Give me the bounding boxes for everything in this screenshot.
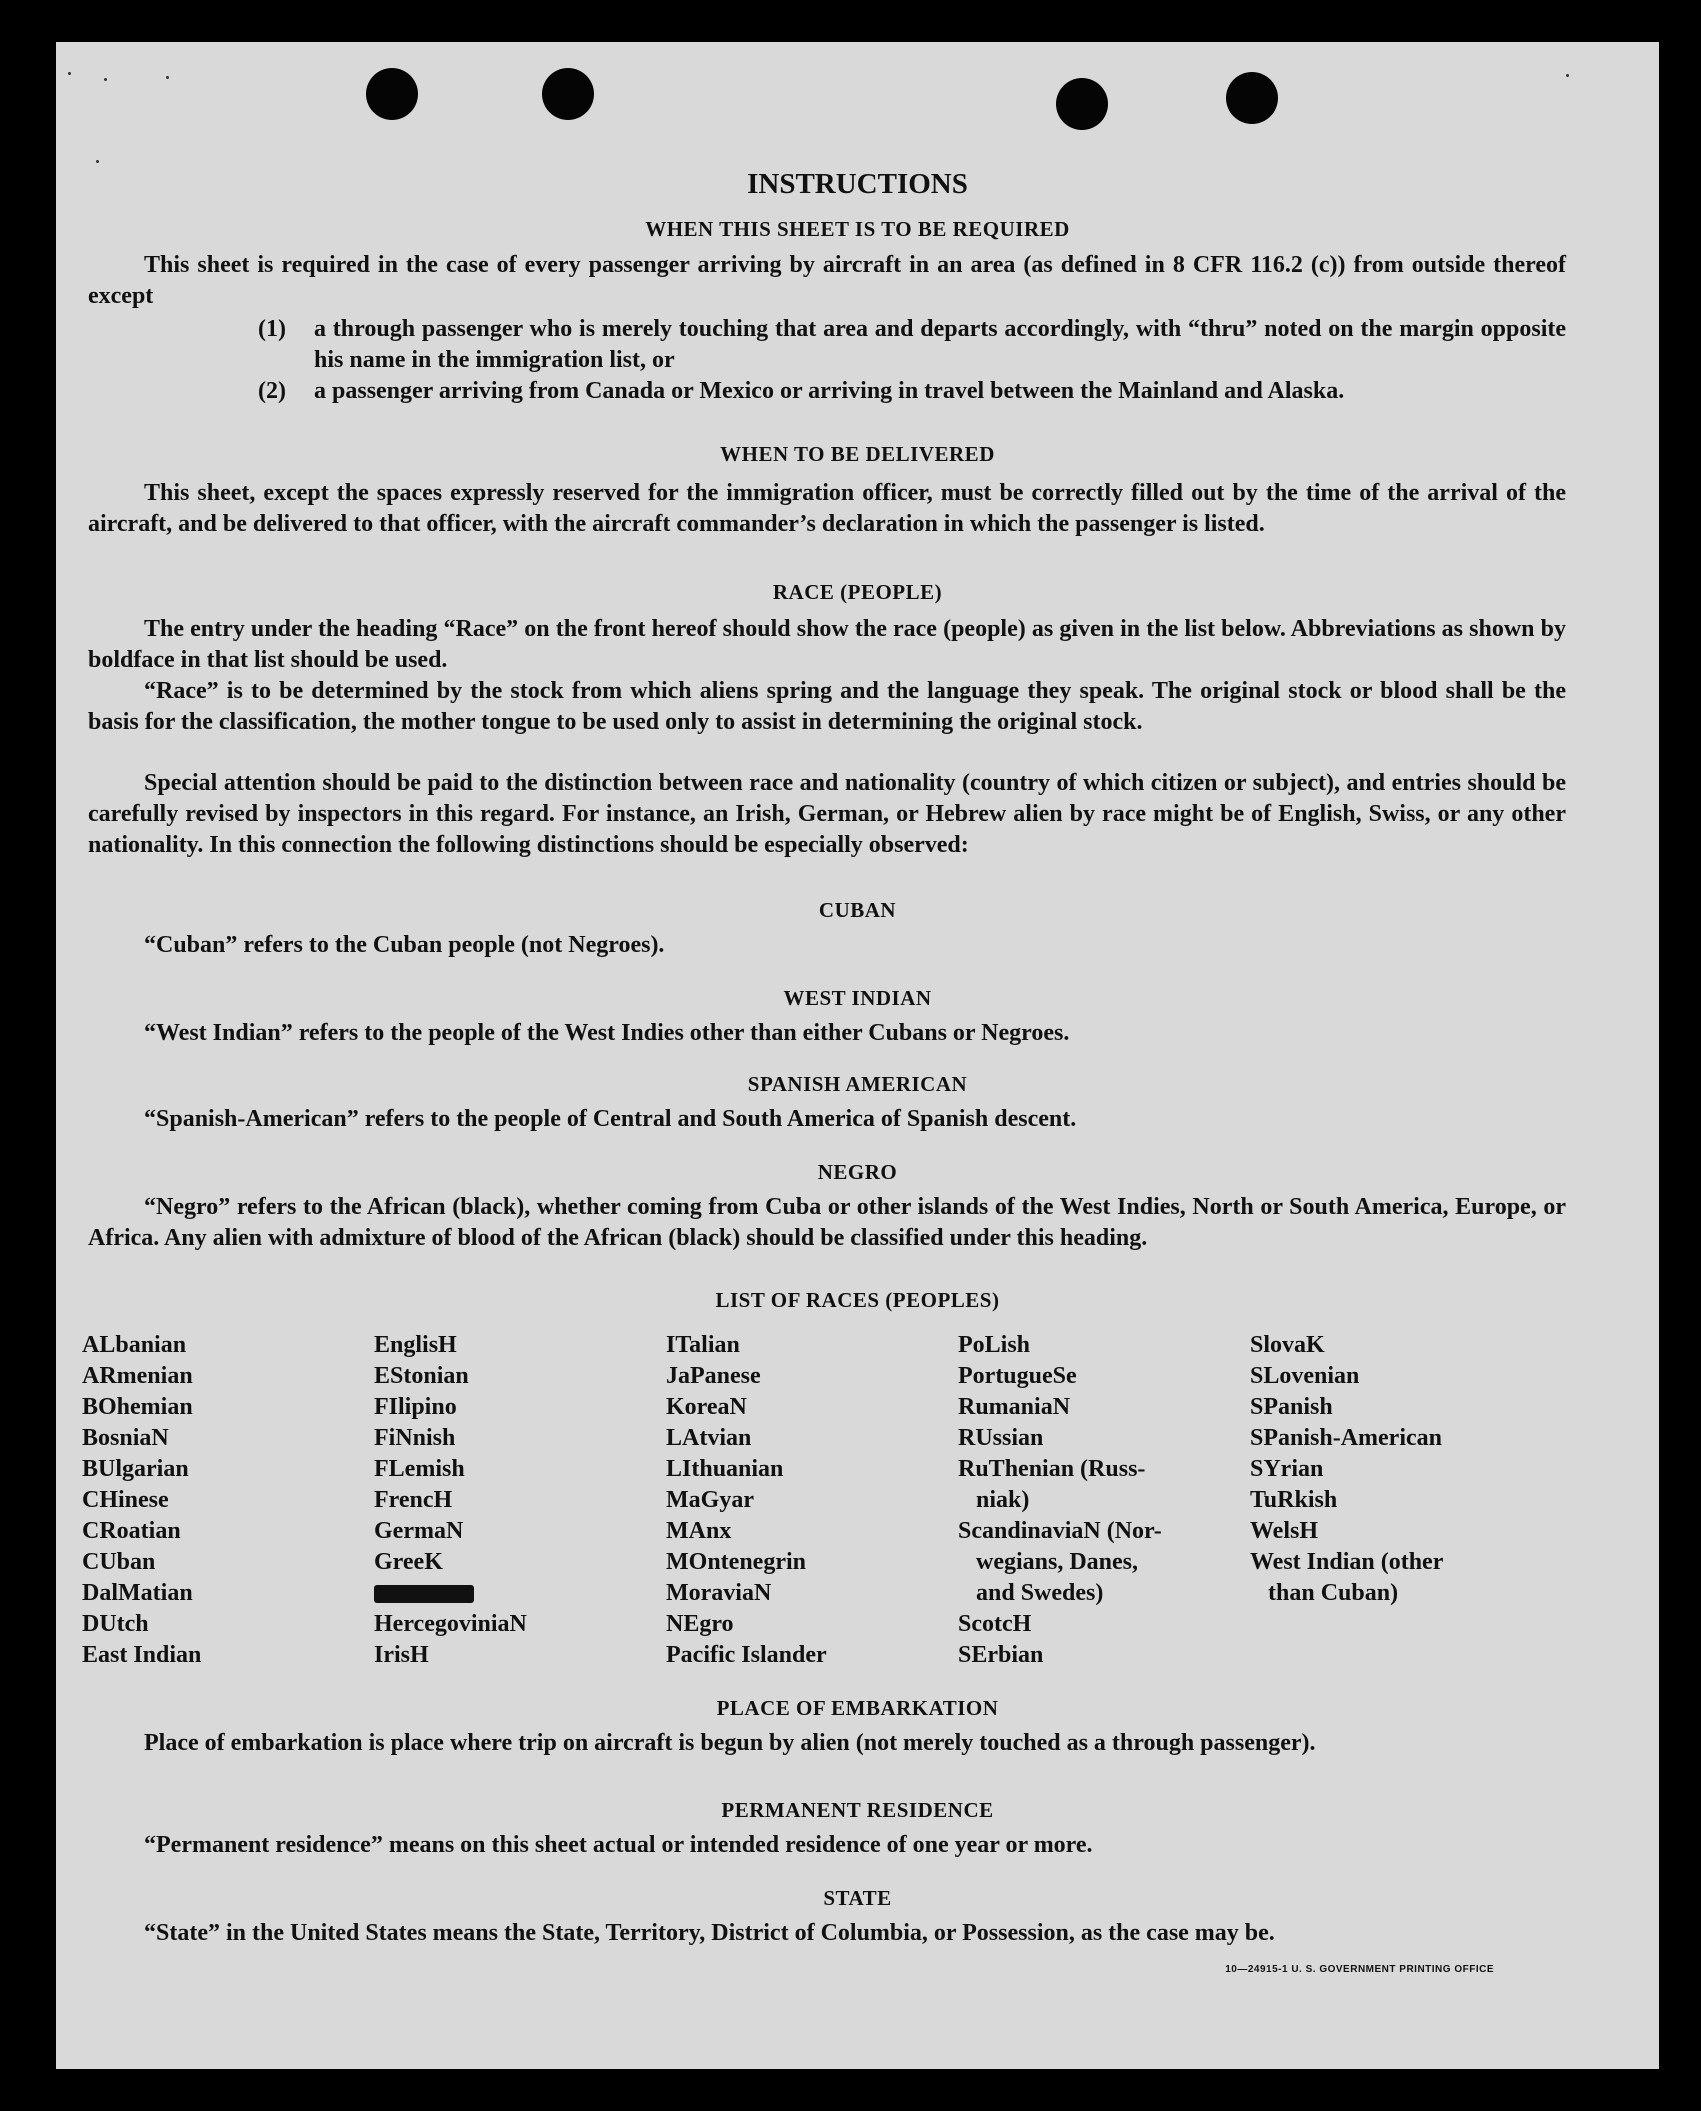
- race-item: Pacific Islander: [666, 1642, 827, 1668]
- paragraph: Special attention should be paid to the distinction between race and nationality (country of which citizen or subject), and entries should be carefully revised by inspectors in this regard. For instance, an Irish, German, or Hebrew alien by race might be of English, Swiss, or any other nationality. In this connection the following distinctions should be especially observed:: [88, 770, 1566, 858]
- punch-hole: [1226, 72, 1278, 124]
- race-item: RumaniaN: [958, 1394, 1071, 1420]
- race-item: CUban: [82, 1549, 156, 1575]
- race-item: FLemish: [374, 1456, 465, 1482]
- punch-hole: [1056, 78, 1108, 130]
- section-heading: NEGRO: [817, 1160, 898, 1184]
- race-item: BUlgarian: [82, 1456, 189, 1482]
- exception-item: [88, 376, 1566, 407]
- race-item: PortugueSe: [958, 1363, 1077, 1389]
- section-heading: PERMANENT RESIDENCE: [721, 1798, 994, 1822]
- race-item: TuRkish: [1250, 1487, 1338, 1513]
- paragraph: “Race” is to be determined by the stock from which aliens spring and the language they speak. The original stock or blood shall be the basis for the classification, the mother tongue to be used only to assist in determining the original stock.: [88, 678, 1566, 735]
- section-heading: WHEN THIS SHEET IS TO BE REQUIRED: [645, 217, 1070, 241]
- race-item: JaPanese: [666, 1363, 761, 1389]
- speck: [68, 72, 71, 75]
- race-item: than Cuban): [1250, 1580, 1399, 1606]
- race-item: SYrian: [1250, 1456, 1324, 1482]
- printer-imprint: 10—24915-1 U. S. GOVERNMENT PRINTING OFFICE: [1225, 1964, 1494, 1975]
- race-item: WelsH: [1250, 1518, 1319, 1544]
- exception-item: [88, 314, 1566, 376]
- race-item: niak): [958, 1487, 1030, 1513]
- race-item: SlovaK: [1250, 1332, 1325, 1358]
- race-column: [82, 1330, 201, 1671]
- race-item: and Swedes): [958, 1580, 1104, 1606]
- section-heading: SPANISH AMERICAN: [747, 1072, 968, 1096]
- race-item: DalMatian: [82, 1580, 193, 1606]
- paragraph: “State” in the United States means the State, Territory, District of Columbia, or Possession, as the case may be.: [144, 1920, 1275, 1946]
- punch-hole: [366, 68, 418, 120]
- race-item: EnglisH: [374, 1332, 457, 1358]
- race-item: LAtvian: [666, 1425, 752, 1451]
- race-item: BOhemian: [82, 1394, 193, 1420]
- race-item: MOntenegrin: [666, 1549, 806, 1575]
- paragraph: “Spanish-American” refers to the people of Central and South America of Spanish descent.: [144, 1106, 1077, 1132]
- race-item: SErbian: [958, 1642, 1044, 1668]
- item-text: a passenger arriving from Canada or Mexico or arriving in travel between the Mainland and Alaska.: [314, 378, 1345, 404]
- race-item: SPanish-American: [1250, 1425, 1442, 1451]
- race-item: GreeK: [374, 1549, 443, 1575]
- race-item: ScandinaviaN (Nor-: [958, 1518, 1162, 1544]
- item-text: a through passenger who is merely touching that area and departs accordingly, with “thru” noted on the margin opposite his name in the immigration list, or: [314, 316, 1566, 373]
- paragraph: The entry under the heading “Race” on the front hereof should show the race (people) as given in the list below. Abbreviations as shown by boldface in that list should be used.: [88, 616, 1566, 673]
- race-item: FIlipino: [374, 1394, 457, 1420]
- section-heading: RACE (PEOPLE): [772, 580, 943, 604]
- race-item: GermaN: [374, 1518, 464, 1544]
- race-item: PoLish: [958, 1332, 1031, 1358]
- race-column: [1250, 1330, 1443, 1609]
- speck: [166, 76, 169, 79]
- page-title: INSTRUCTIONS: [747, 168, 968, 200]
- race-item: FiNnish: [374, 1425, 456, 1451]
- race-item: BosniaN: [82, 1425, 169, 1451]
- speck: [104, 78, 107, 81]
- paragraph: This sheet is required in the case of every passenger arriving by aircraft in an area (as defined in 8 CFR 116.2 (c)) from outside thereof except: [88, 252, 1566, 309]
- race-item: MAnx: [666, 1518, 732, 1544]
- race-item: KoreaN: [666, 1394, 747, 1420]
- race-item: EStonian: [374, 1363, 469, 1389]
- item-number: (2): [258, 378, 286, 404]
- race-item: RuThenian (Russ-: [958, 1456, 1146, 1482]
- section-heading: CUBAN: [818, 898, 897, 922]
- race-column: [666, 1330, 827, 1671]
- item-number: (1): [258, 316, 286, 342]
- race-item: HercegoviniaN: [374, 1611, 527, 1637]
- section-heading: LIST OF RACES (PEOPLES): [715, 1288, 1000, 1312]
- speck: [1566, 74, 1569, 77]
- paragraph: Place of embarkation is place where trip on aircraft is begun by alien (not merely touched as a through passenger).: [144, 1730, 1316, 1756]
- race-item: wegians, Danes,: [958, 1549, 1139, 1575]
- race-item: ALbanian: [82, 1332, 187, 1358]
- punch-hole: [542, 68, 594, 120]
- race-item: IrisH: [374, 1642, 429, 1668]
- redaction-mark: [374, 1578, 527, 1609]
- speck: [96, 160, 99, 163]
- paragraph: “Negro” refers to the African (black), whether coming from Cuba or other islands of the West Indies, North or South America, Europe, or Africa. Any alien with admixture of blood of the African (black) should be classified under this heading.: [88, 1194, 1566, 1251]
- paragraph: “Cuban” refers to the Cuban people (not Negroes).: [144, 932, 665, 958]
- race-column: [958, 1330, 1162, 1671]
- race-item: ARmenian: [82, 1363, 193, 1389]
- race-item: MaGyar: [666, 1487, 754, 1513]
- race-item: LIthuanian: [666, 1456, 784, 1482]
- section-heading: PLACE OF EMBARKATION: [716, 1696, 999, 1720]
- race-item: East Indian: [82, 1642, 202, 1668]
- paragraph: “Permanent residence” means on this sheet actual or intended residence of one year or more.: [144, 1832, 1093, 1858]
- race-item: SPanish: [1250, 1394, 1333, 1420]
- race-item: ScotcH: [958, 1611, 1032, 1637]
- section-heading: WEST INDIAN: [783, 986, 932, 1010]
- race-item: CHinese: [82, 1487, 169, 1513]
- race-item: MoraviaN: [666, 1580, 772, 1606]
- document-page: [56, 42, 1659, 2069]
- race-item: RUssian: [958, 1425, 1044, 1451]
- paragraph: This sheet, except the spaces expressly reserved for the immigration officer, must be correctly filled out by the time of the arrival of the aircraft, and be delivered to that officer, with the aircraft commander’s declaration in which the passenger is listed.: [88, 480, 1566, 537]
- race-item: ITalian: [666, 1332, 740, 1358]
- race-item: CRoatian: [82, 1518, 181, 1544]
- paragraph: “West Indian” refers to the people of the West Indies other than either Cubans or Negroes.: [144, 1020, 1070, 1046]
- section-heading: WHEN TO BE DELIVERED: [720, 442, 995, 466]
- race-item: FrencH: [374, 1487, 453, 1513]
- race-item: SLovenian: [1250, 1363, 1360, 1389]
- section-heading: STATE: [823, 1886, 892, 1910]
- race-item: NEgro: [666, 1611, 734, 1637]
- race-column: [374, 1330, 527, 1671]
- race-item: West Indian (other: [1250, 1549, 1444, 1575]
- race-item: DUtch: [82, 1611, 149, 1637]
